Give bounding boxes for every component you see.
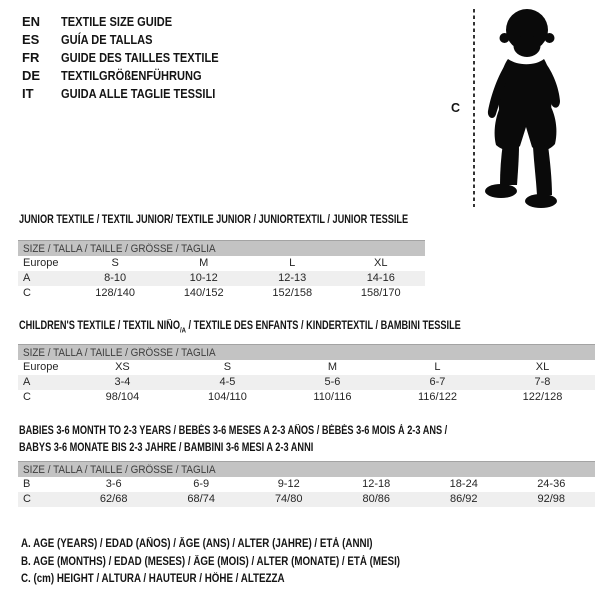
table-cell: 4-5 xyxy=(219,376,236,388)
row-label: C xyxy=(23,391,31,403)
junior-size-table xyxy=(18,240,425,301)
table-row xyxy=(18,360,595,375)
babies-title-line2: BABYS 3-6 MONATE BIS 2-3 JAHRE / BAMBINI 3-6 MESI A 2-3 ANNI xyxy=(19,442,314,454)
junior-table-title-text: JUNIOR TEXTILE / TEXTIL JUNIOR/ TEXTILE JUNIOR / JUNIORTEXTIL / JUNIOR TESSILE xyxy=(19,214,409,226)
table-cell: XL xyxy=(374,257,388,269)
legend-line-a xyxy=(21,536,467,554)
row-label: A xyxy=(23,376,31,388)
table-row xyxy=(18,492,595,507)
table-cell: 7-8 xyxy=(534,376,551,388)
table-cell: S xyxy=(111,257,119,269)
children-table-title xyxy=(19,318,571,335)
legend-line-c-text: C. (cm) HEIGHT / ALTURA / HAUTEUR / HÖHE / ALTEZZA xyxy=(21,573,285,585)
language-row xyxy=(22,31,246,49)
language-row xyxy=(22,13,246,31)
table-cell: M xyxy=(199,257,209,269)
language-label: GUÍA DE TALLAS xyxy=(61,32,153,47)
table-row xyxy=(18,271,425,286)
children-table-title-text xyxy=(19,318,461,338)
babies-title-line1: BABIES 3-6 MONTH TO 2-3 YEARS / BEBÉS 3-6 MESES A 2-3 AÑOS / BÉBÉS 3-6 MOIS À 2-3 ANS / xyxy=(19,425,448,437)
row-label: Europe xyxy=(23,257,59,269)
table-cell: M xyxy=(327,361,338,373)
table-cell: 92/98 xyxy=(537,493,566,505)
language-label: GUIDA ALLE TAGLIE TESSILI xyxy=(61,86,216,101)
table-cell: 80/86 xyxy=(362,493,390,505)
row-label: C xyxy=(23,493,31,505)
table-cell: 14-16 xyxy=(366,272,395,284)
table-cell: S xyxy=(223,361,232,373)
language-code: DE xyxy=(22,68,41,83)
legend-line-b xyxy=(21,554,467,572)
table-cell: 158/170 xyxy=(360,287,401,299)
language-label: TEXTILE SIZE GUIDE xyxy=(61,14,173,29)
table-cell: 152/158 xyxy=(272,287,313,299)
language-guide xyxy=(22,13,246,103)
toddler-silhouette-icon xyxy=(477,5,574,213)
children-size-table xyxy=(18,344,595,405)
table-cell: 86/92 xyxy=(449,493,478,505)
table-cell: 12-18 xyxy=(362,478,391,490)
table-cell: 104/110 xyxy=(207,391,247,403)
table-cell: XS xyxy=(115,361,130,373)
measurement-legend xyxy=(21,536,467,589)
table-cell: 122/128 xyxy=(522,391,563,403)
table-cell: 3-4 xyxy=(114,376,131,388)
language-code: FR xyxy=(22,50,40,65)
row-label: B xyxy=(23,478,31,490)
table-cell: 8-10 xyxy=(104,272,127,284)
table-cell: 110/116 xyxy=(313,391,352,403)
language-label: TEXTILGRÖßENFÜHRUNG xyxy=(61,68,202,83)
table-cell: 12-13 xyxy=(278,272,307,284)
table-row xyxy=(18,477,595,492)
language-code: ES xyxy=(22,32,40,47)
children-title-sub: /A xyxy=(179,325,186,335)
table-cell: L xyxy=(289,257,296,269)
row-label: C xyxy=(23,287,31,299)
legend-line-c xyxy=(21,571,467,589)
language-label: GUIDE DES TAILLES TEXTILE xyxy=(61,50,219,65)
table-cell: 24-36 xyxy=(537,478,566,490)
table-cell: 98/104 xyxy=(105,391,140,403)
table-cell: 6-9 xyxy=(193,478,210,490)
table-cell: XL xyxy=(535,361,550,373)
table-cell: 18-24 xyxy=(449,478,478,490)
table-cell: 74/80 xyxy=(274,493,303,505)
size-header-text: SIZE / TALLA / TAILLE / GRÖSSE / TAGLIA xyxy=(23,464,216,476)
size-header-bar xyxy=(18,344,595,360)
table-row xyxy=(18,375,595,390)
table-cell: 140/152 xyxy=(183,287,224,299)
row-label: A xyxy=(23,272,31,284)
height-measure-dashed-line xyxy=(473,9,475,207)
table-row xyxy=(18,256,425,271)
table-cell: 6-7 xyxy=(429,376,446,388)
babies-size-table xyxy=(18,461,595,507)
table-row xyxy=(18,286,425,301)
junior-table-title xyxy=(19,212,505,229)
table-cell: 10-12 xyxy=(189,272,218,284)
height-marker-label: C xyxy=(451,101,461,115)
size-header-text: SIZE / TALLA / TAILLE / GRÖSSE / TAGLIA xyxy=(23,347,216,359)
language-code: IT xyxy=(22,86,34,101)
legend-line-a-text: A. AGE (YEARS) / EDAD (AÑOS) / ÂGE (ANS) / ALTER (JAHRE) / ETÀ (ANNI) xyxy=(21,538,373,550)
language-row xyxy=(22,85,246,103)
legend-line-b-text: B. AGE (MONTHS) / EDAD (MESES) / ÂGE (MOIS) / ALTER (MONATE) / ETÀ (MESI) xyxy=(21,555,401,568)
language-row xyxy=(22,67,246,85)
row-label: Europe xyxy=(23,361,59,373)
table-cell: 9-12 xyxy=(277,478,300,490)
table-cell: 3-6 xyxy=(105,478,122,490)
language-code: EN xyxy=(22,14,41,29)
table-cell: 128/140 xyxy=(95,287,136,299)
size-header-bar xyxy=(18,461,595,477)
children-title-post: / TEXTILE DES ENFANTS / KINDERTEXTIL / BAMBINI TESSILE xyxy=(185,320,461,332)
table-row xyxy=(18,390,595,405)
children-title-pre: CHILDREN'S TEXTILE / TEXTIL NIÑO xyxy=(19,320,180,332)
table-cell: 116/122 xyxy=(418,391,457,403)
table-cell: 68/74 xyxy=(187,493,215,505)
table-cell: L xyxy=(434,361,441,373)
size-header-text: SIZE / TALLA / TAILLE / GRÖSSE / TAGLIA xyxy=(23,243,216,255)
babies-table-title xyxy=(19,423,554,457)
language-row xyxy=(22,49,246,67)
size-header-bar xyxy=(18,240,425,256)
table-cell: 5-6 xyxy=(324,376,341,388)
table-cell: 62/68 xyxy=(99,493,128,505)
